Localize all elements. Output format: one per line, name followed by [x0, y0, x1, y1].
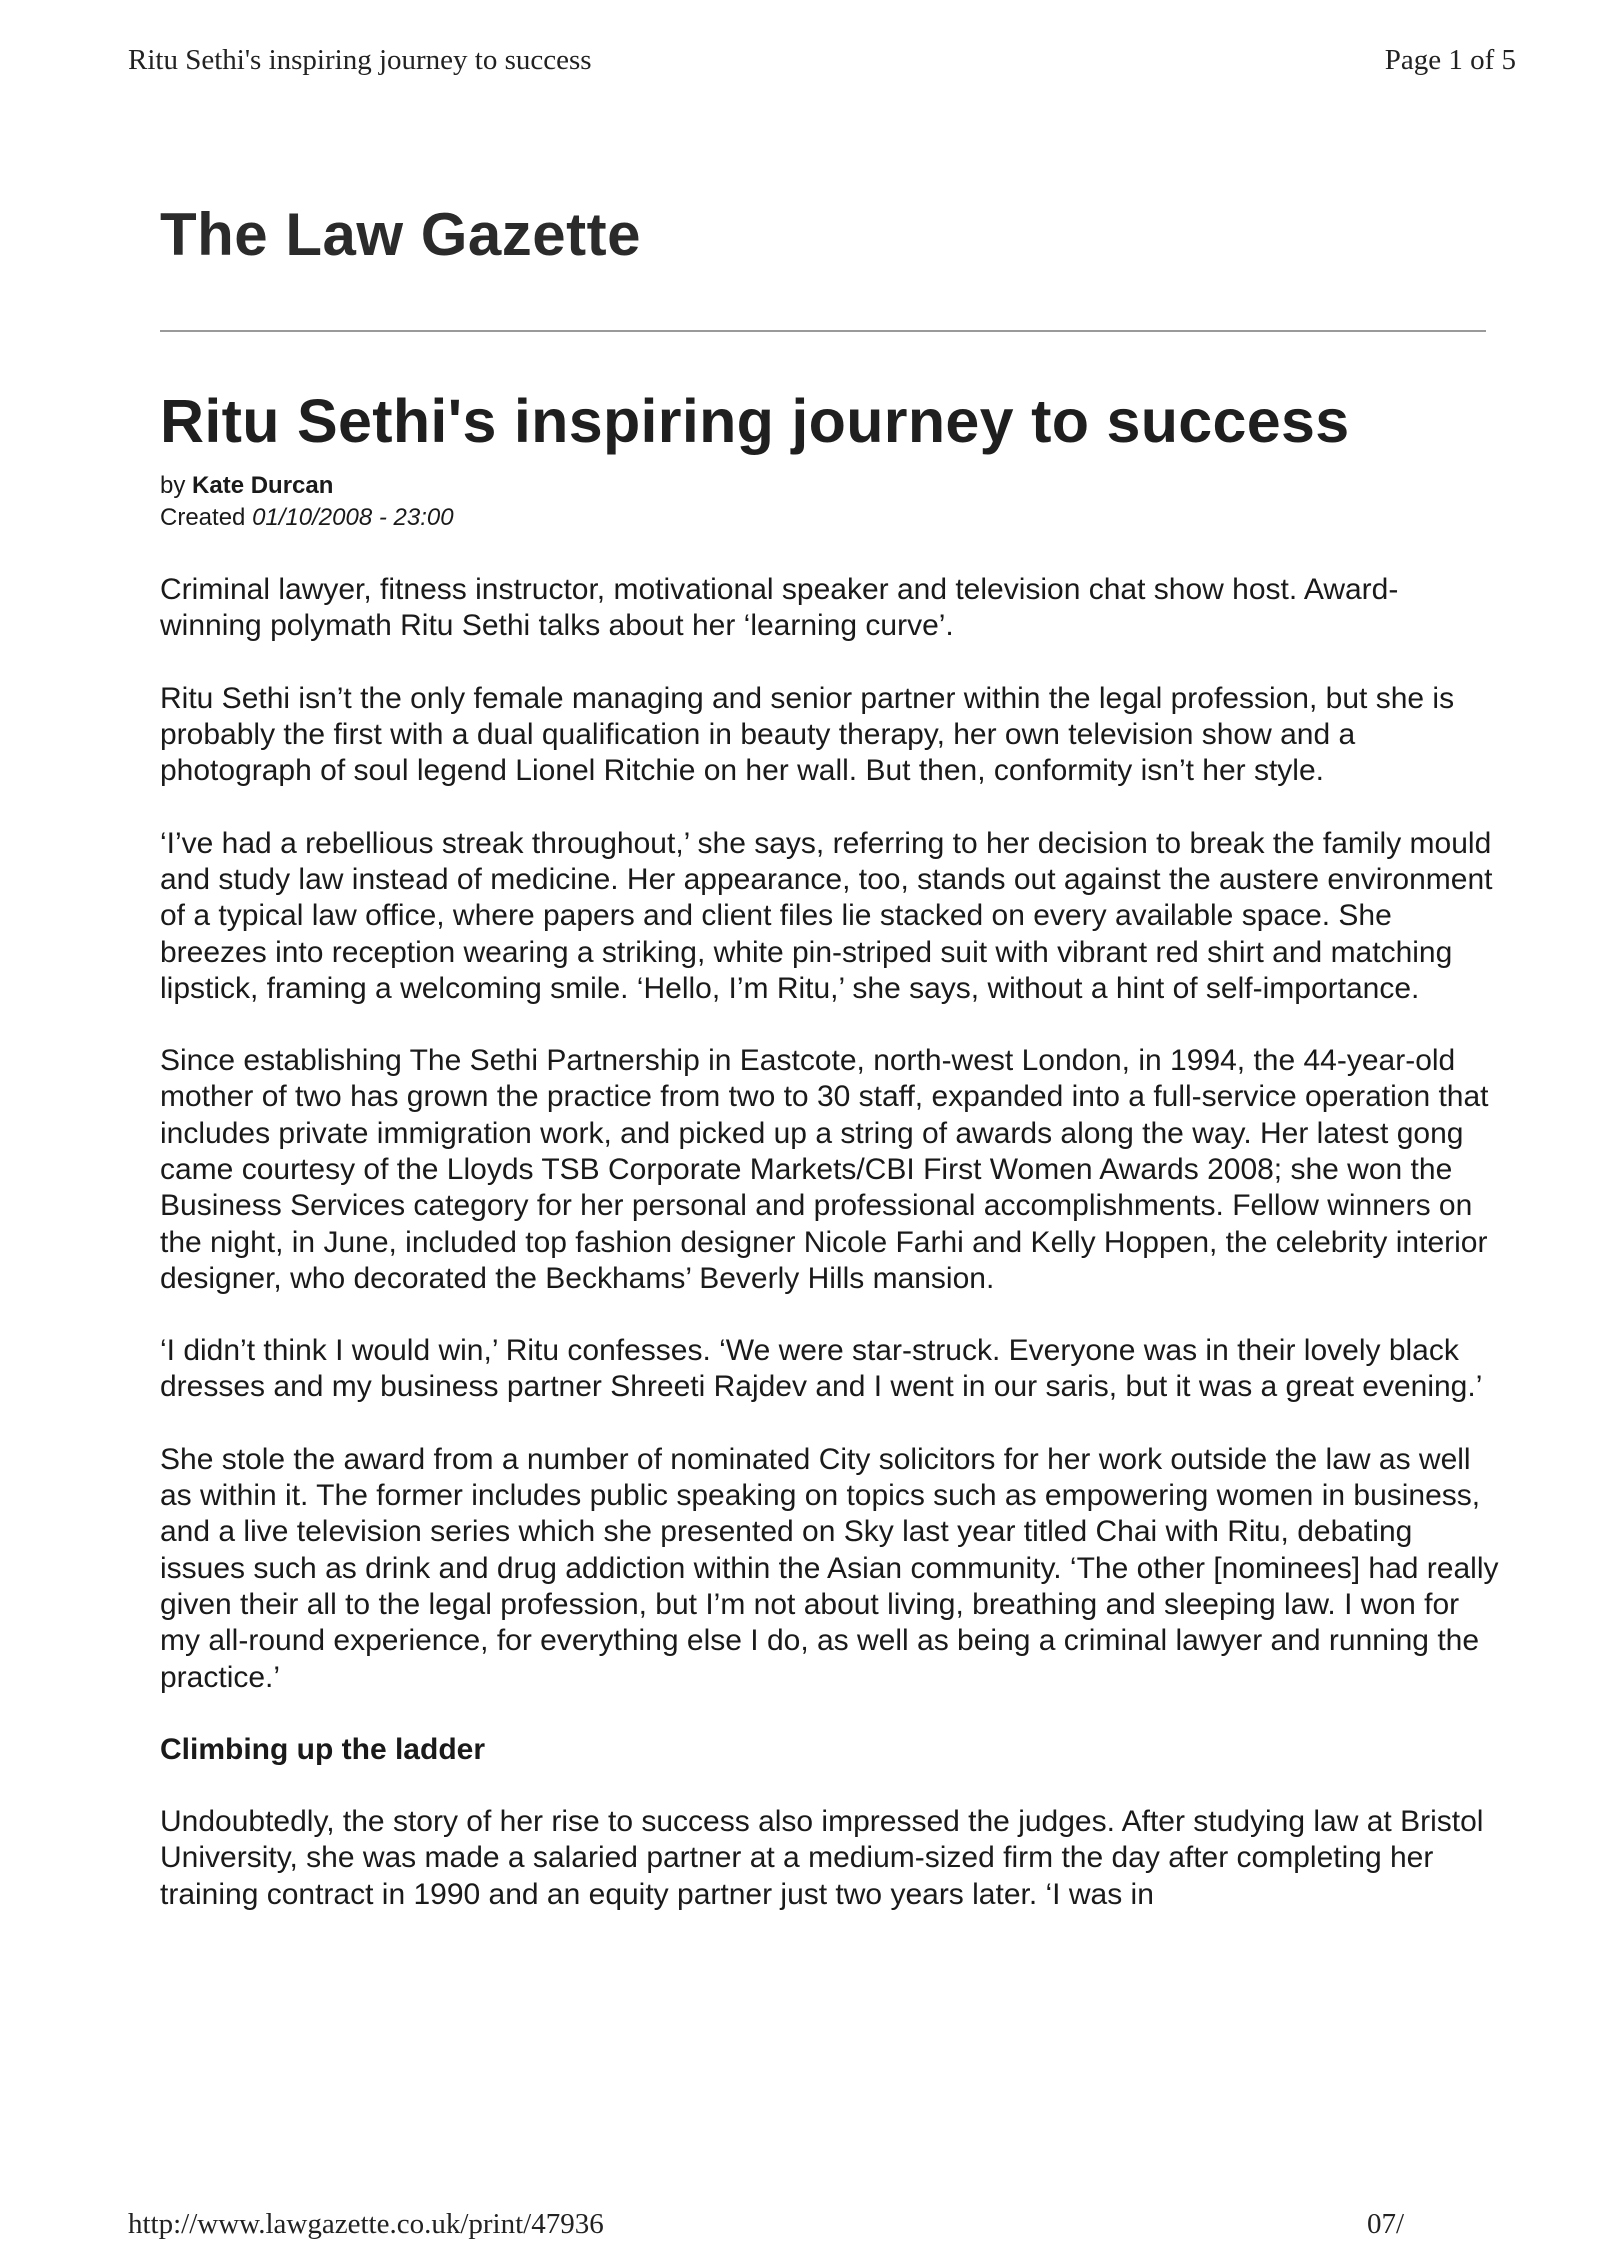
print-url: http://www.lawgazette.co.uk/print/47936 [128, 2208, 604, 2240]
created-prefix: Created [160, 504, 246, 532]
created-line [160, 502, 1500, 534]
print-header-title: Ritu Sethi's inspiring journey to success [128, 44, 592, 76]
print-footer [128, 2210, 1404, 2239]
byline [160, 470, 1500, 502]
article-headline: Ritu Sethi's inspiring journey to success [160, 387, 1350, 455]
created-date: 01/10/2008 - 23:00 [252, 504, 454, 532]
section-subheading: Climbing up the ladder [160, 1732, 486, 1766]
article [160, 386, 1500, 1913]
article-paragraph: Undoubtedly, the story of her rise to success also impressed the judges. After studying law at Bristol University, she was made a salaried partner at a medium-sized firm the day after completing her training contract in 1990 and an equity partner just two years later. ‘I was in [160, 1805, 1484, 1911]
article-paragraph: She stole the award from a number of nominated City solicitors for her work outside the law as well as within it. The former includes public speaking on topics such as empowering women in business, and a live television series which she presented on Sky last year titled Chai with Ritu, debating issues such as drink and drug addiction within the Asian community. ‘The other [nominees] had really given their all to the legal profession, but I’m not about living, breathing and sleeping law. I won for my all-round experience, for everything else I do, as well as being a criminal lawyer and running the practice.’ [160, 1442, 1499, 1694]
article-paragraph: Since establishing The Sethi Partnership in Eastcote, north-west London, in 1994, the 44-year-old mother of two has grown the practice from two to 30 staff, expanded into a full-service operation that includes private immigration work, and picked up a string of awards along the way. Her latest gong came courtesy of the Lloyds TSB Corporate Markets/CBI First Women Awards 2008; she won the Business Services category for her personal and professional accomplishments. Fellow winners on the night, in June, included top fashion designer Nicole Farhi and Kelly Hoppen, the celebrity interior designer, who decorated the Beckhams’ Beverly Hills mansion. [160, 1044, 1489, 1295]
author-name: Kate Durcan [192, 472, 334, 500]
page-number: Page 1 of 5 [1384, 44, 1516, 76]
print-date: 07/ [1366, 2208, 1404, 2240]
print-header [128, 44, 1516, 77]
article-paragraph: ‘I didn’t think I would win,’ Ritu confesses. ‘We were star-struck. Everyone was in their lovely black dresses and my business partner Shreeti Rajdev and I went in our saris, but it was a great evening.’ [160, 1334, 1483, 1404]
article-paragraph: Criminal lawyer, fitness instructor, motivational speaker and television chat show host. Award-winning polymath Ritu Sethi talks about her ‘learning curve’. [160, 573, 1399, 643]
article-paragraph: ‘I’ve had a rebellious streak throughout,’ she says, referring to her decision to break the family mould and study law instead of medicine. Her appearance, too, stands out against the austere environment of a typical law office, where papers and client files lie stacked on every available space. She breezes into reception wearing a striking, white pin-striped suit with vibrant red shirt and matching lipstick, framing a welcoming smile. ‘Hello, I’m Ritu,’ she says, without a hint of self-importance. [160, 826, 1493, 1005]
publication-masthead: The Law Gazette [160, 201, 641, 268]
masthead-divider [160, 330, 1486, 332]
article-paragraph: Ritu Sethi isn’t the only female managing and senior partner within the legal profession, but she is probably the first with a dual qualification in beauty therapy, her own television show and a photograph of soul legend Lionel Ritchie on her wall. But then, conformity isn’t her style. [160, 681, 1455, 788]
byline-prefix: by [160, 472, 186, 500]
